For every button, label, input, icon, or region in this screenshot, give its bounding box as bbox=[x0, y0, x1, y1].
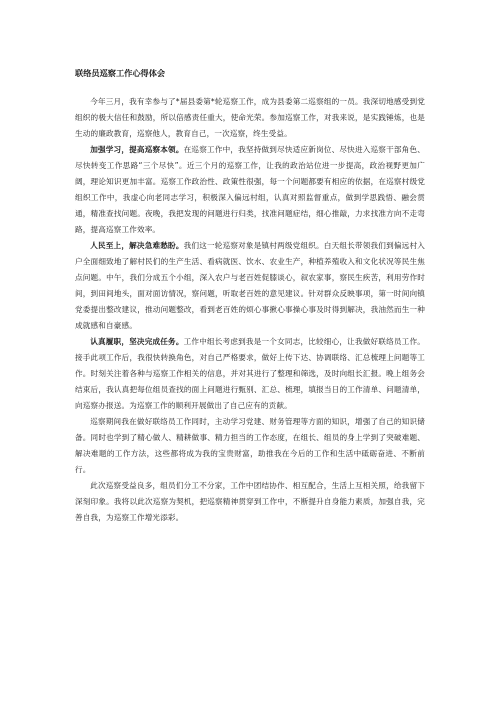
paragraph-text: 巡察期间我在做好联络员工作同时，主动学习党建、财务管理等方面的知识，增强了自己的知识储备。同时也学到了精心做人、精耕做事、精力担当的工作态度，在组长、组员的身上学到了突破难题、解决难题的工作方法，这些都将成为我的宝贵财富，助推我在今后的工作和生活中砥砺奋进、不断前行。 bbox=[75, 417, 425, 474]
paragraph-lead: 认真履职，坚决完成任务。 bbox=[90, 337, 184, 346]
document-body bbox=[75, 94, 425, 526]
paragraph-lead: 加强学习，提高巡察本领。 bbox=[90, 145, 184, 154]
paragraph-conclusion bbox=[75, 478, 425, 526]
paragraph-text: 在巡察工作中，我坚持做到尽快适应新岗位、尽快进入巡察干部角色、尽快转变工作思路“三个尽快”。近三个月的巡察工作，让我的政治站位进一步提高，政治视野更加广阔，理论知识更加丰富。巡察工作政治性、政策性很强，每一个问题都要有相应的依据，在巡察村级党组织工作中，我虚心向老同志学习，积极深入偏远村组，认真对照监督重点，做到学思践悟、融会贯通，精准查找问题。夜晚，我把发现的问题进行归类，找准问题症结，细心推敲，力求找准方向不走弯路，提高巡察工作效率。 bbox=[75, 145, 425, 234]
paragraph-lead: 人民至上，解决急难愁盼。 bbox=[90, 241, 184, 250]
paragraph-text: 工作中组长考虑到我是一个女同志，比较细心，让我做好联络员工作。接手此项工作后，我很快转换角色，对自己严格要求，做好上传下达、协调联络、汇总梳理上问题等工作。时刻关注着各种与巡察工作相关的信息，并对其进行了整理和筛选，及时向组长汇报。晚上组务会结束后，我认真把每位组员查找的面上问题进行甄别、汇总、梳理，填报当日的工作清单、问题清单，向巡察办报送。为巡察工作的顺利开展做出了自己应有的贡献。 bbox=[75, 337, 425, 410]
paragraph-people bbox=[75, 238, 425, 334]
paragraph-duty bbox=[75, 334, 425, 414]
paragraph-text: 我们这一轮巡察对象是镇村两级党组织。白天组长带领我们到偏远村入户全面细致地了解村民们的生产生活、看病就医、饮水、农业生产，种植养殖收入和文化状况等民生焦点问题。中午，我们分成五个小组，深入农户与老百姓促膝谈心，叙农家事，察民生疾苦，利用劳作时间，到田间地头，面对面访情况，察问题，听取老百姓的意见建议。针对群众反映事项，第一时间向镇党委提出整改建议，推动问题整改，看到老百姓的烦心事揪心事操心事及时得到解决，我油然而生一种成就感和自豪感。 bbox=[75, 241, 425, 330]
paragraph-study bbox=[75, 142, 425, 238]
paragraph-text: 此次巡察受益良多，组员们分工不分家，工作中团结协作、相互配合，生活上互相关照，给我留下深刻印象。我将以此次巡察为契机，把巡察精神贯穿到工作中，不断提升自身能力素质，加强自我，完善自我，为巡察工作增光添彩。 bbox=[75, 481, 425, 522]
paragraph-intro bbox=[75, 94, 425, 142]
document-title: 联络员巡察工作心得体会 bbox=[75, 68, 166, 78]
paragraph-learning bbox=[75, 414, 425, 478]
paragraph-text: 今年三月，我有幸参与了*届县委第*轮巡察工作，成为县委第二巡察组的一员。我深切地感受到党组织的极大信任和鼓励，所以倍感责任重大，使命光荣。参加巡察工作，对我来说，是实践锤炼，也是生动的廉政教育，巡察他人，教育自己，一次巡察，终生受益。 bbox=[75, 97, 425, 138]
